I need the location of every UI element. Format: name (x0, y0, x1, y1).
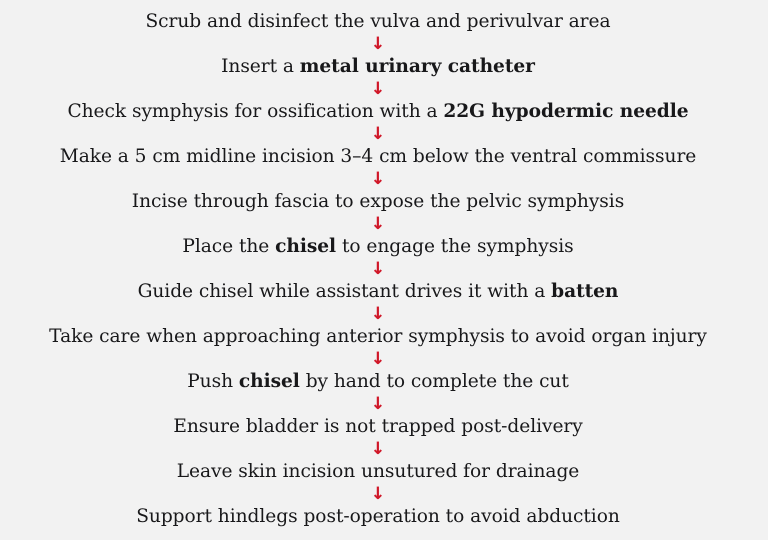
flow-step (0, 279, 762, 305)
flow-step (0, 99, 762, 125)
flow-step (0, 324, 762, 350)
flow-step-text: Ensure bladder is not trapped post-delivery (173, 416, 583, 437)
flow-step-text: Guide chisel while assistant drives it with a (137, 281, 552, 302)
flow-step-text: Incise through fascia to expose the pelvic symphysis (131, 191, 625, 212)
down-arrow-icon: ↓ (370, 304, 386, 324)
flow-step-emphasis: chisel (238, 371, 300, 392)
flow-step (0, 144, 762, 170)
flow-step (0, 459, 762, 485)
flow-step-emphasis: batten (551, 281, 619, 302)
flow-step (0, 369, 762, 395)
flow-step-text: Check symphysis for ossification with a (67, 101, 444, 122)
flow-step-text: Leave skin incision unsutured for drainage (176, 461, 580, 482)
down-arrow-icon: ↓ (370, 34, 386, 54)
flow-step (0, 504, 762, 530)
flow-step (0, 9, 762, 35)
flow-step-emphasis: chisel (275, 236, 337, 257)
down-arrow-icon: ↓ (370, 349, 386, 369)
flow-step-text: Place the (182, 236, 276, 257)
down-arrow-icon: ↓ (370, 394, 386, 414)
down-arrow-icon: ↓ (370, 484, 386, 504)
down-arrow-icon: ↓ (370, 169, 386, 189)
flow-step (0, 189, 762, 215)
flow-step-text: Scrub and disinfect the vulva and perivulvar area (145, 11, 611, 32)
flow-step (0, 414, 762, 440)
down-arrow-icon: ↓ (370, 214, 386, 234)
down-arrow-icon: ↓ (370, 439, 386, 459)
flow-step-emphasis: 22G hypodermic needle (443, 101, 689, 122)
flow-step-text: to engage the symphysis (336, 236, 574, 257)
flow-step-emphasis: metal urinary catheter (299, 56, 535, 77)
flow-step-text: by hand to complete the cut (299, 371, 569, 392)
flow-step-text: Take care when approaching anterior symphysis to avoid organ injury (49, 326, 707, 347)
flow-step-text: Insert a (221, 56, 300, 77)
flow-step-text: Push (187, 371, 239, 392)
flow-step-text: Support hindlegs post-operation to avoid abduction (136, 506, 620, 527)
flow-step (0, 234, 762, 260)
down-arrow-icon: ↓ (370, 259, 386, 279)
down-arrow-icon: ↓ (370, 124, 386, 144)
flow-step (0, 54, 762, 80)
down-arrow-icon: ↓ (370, 79, 386, 99)
flow-step-text: Make a 5 cm midline incision 3–4 cm below the ventral commissure (59, 146, 697, 167)
